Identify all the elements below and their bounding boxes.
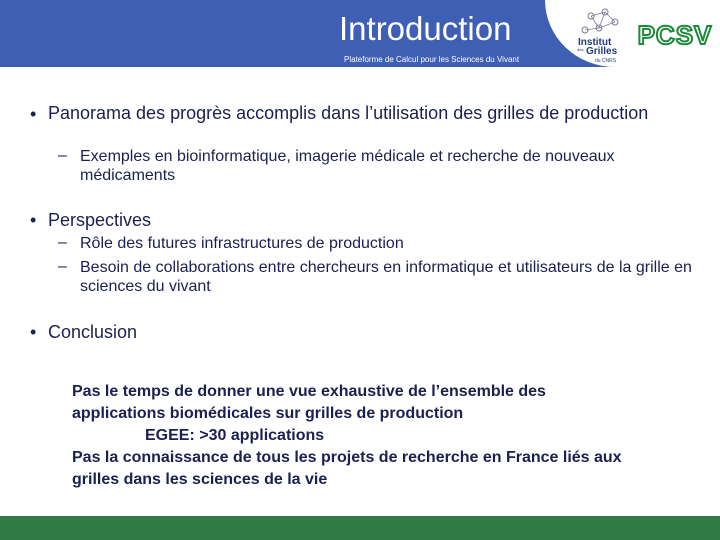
conclusion-text-2: EGEE: >30 applications: [145, 427, 325, 444]
bullet-item-panorama: Panorama des progrès accomplis dans l’utilisation des grilles de production: [48, 103, 649, 123]
footer-bar: [0, 516, 720, 540]
bullet-icon: •: [30, 104, 37, 124]
sub-item-besoin: Besoin de collaborations entre chercheurs en informatique et utilisateurs de la grille en sciences du vivant: [80, 259, 692, 295]
dash-icon: –: [58, 234, 67, 251]
slide-subtitle: Plateforme de Calcul pour les Sciences du Vivant: [344, 55, 520, 64]
dash-icon: –: [58, 147, 67, 164]
svg-text:PCSV: PCSV: [637, 20, 713, 50]
bullet-item-perspectives: Perspectives: [48, 210, 152, 230]
sub-item-exemples: Exemples en bioinformatique, imagerie médicale et recherche de nouveaux médicaments: [80, 148, 615, 184]
dash-icon: –: [58, 258, 67, 275]
svg-text:du CNRS: du CNRS: [595, 58, 617, 64]
bullet-item-conclusion: Conclusion: [48, 322, 138, 342]
conclusion-text-3: Pas la connaissance de tous les projets de recherche en France liés aux grilles dans les sciences de la vie: [72, 449, 622, 488]
svg-text:Grilles: Grilles: [586, 46, 618, 57]
bullet-icon: •: [30, 322, 37, 342]
conclusion-text-1: Pas le temps de donner une vue exhaustive de l’ensemble des applications biomédicales sur grilles de production: [72, 383, 546, 422]
svg-text:Institut: Institut: [578, 37, 612, 48]
sub-item-role: Rôle des futures infrastructures de production: [80, 235, 404, 252]
slide-title: Introduction: [339, 10, 512, 47]
svg-text:des: des: [577, 47, 584, 52]
bullet-icon: •: [30, 210, 37, 230]
